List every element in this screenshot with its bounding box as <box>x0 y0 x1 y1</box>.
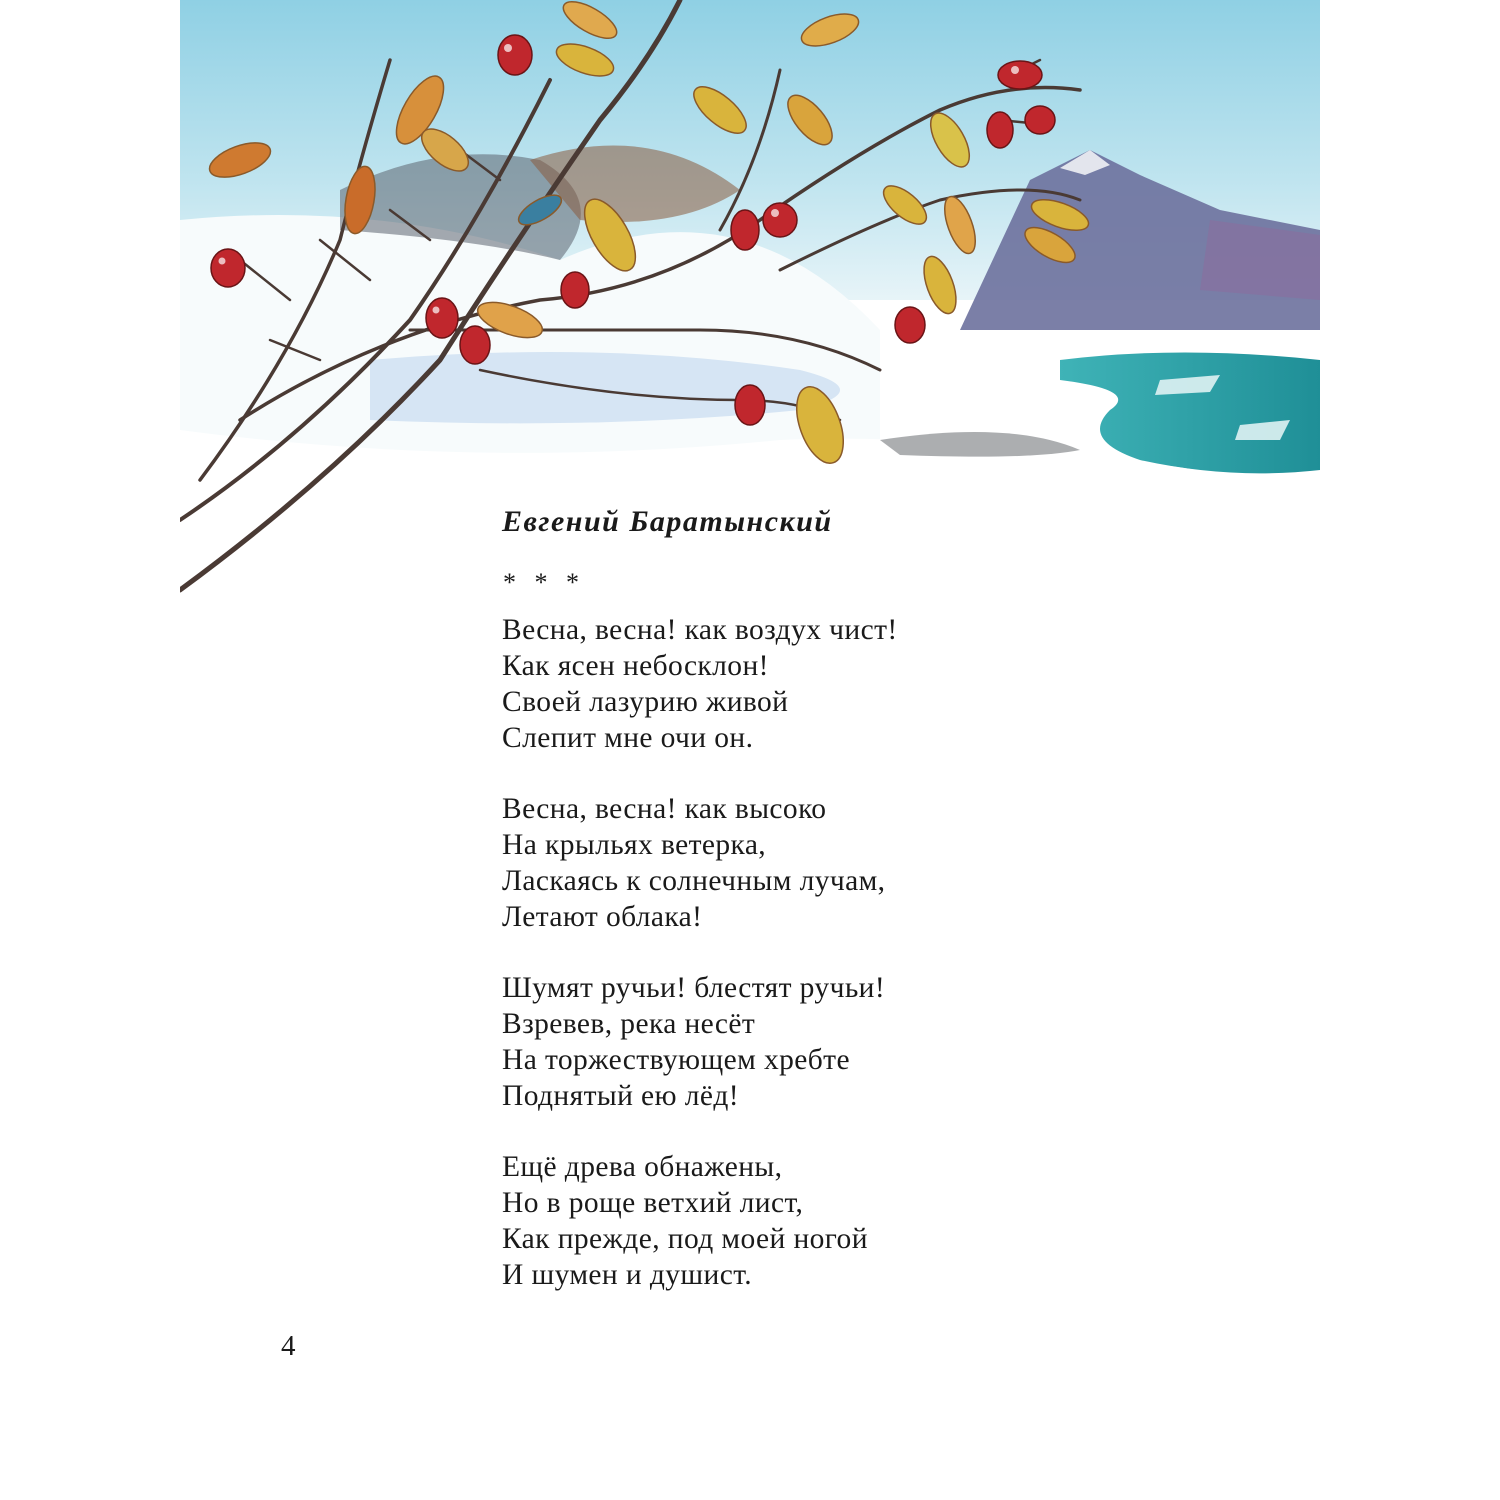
poem-line: Ласкаясь к солнечным лучам, <box>502 865 886 897</box>
poem-line: Как прежде, под моей ногой <box>502 1223 868 1255</box>
stanza <box>502 970 1102 1114</box>
asterism-divider: * * * <box>503 568 585 597</box>
poem-line: Весна, весна! как воздух чист! <box>502 614 898 646</box>
poem-line: Весна, весна! как высоко <box>502 793 827 825</box>
poem <box>502 612 1102 1328</box>
author-name: Евгений Баратынский <box>502 505 833 538</box>
poem-line: Но в роще ветхий лист, <box>502 1187 804 1219</box>
river <box>1060 353 1320 474</box>
poem-line: Шумят ручьи! блестят ручьи! <box>502 972 886 1004</box>
poem-line: Взревев, река несёт <box>502 1008 756 1040</box>
poem-line: Как ясен небосклон! <box>502 650 769 682</box>
poem-line: Своей лазурию живой <box>502 686 789 718</box>
poem-line: На торжествующем хребте <box>502 1044 850 1076</box>
stanza <box>502 612 1102 756</box>
page-number: 4 <box>281 1330 296 1362</box>
poem-line: Ещё древа обнажены, <box>502 1151 783 1183</box>
stanza <box>502 1149 1102 1293</box>
poem-line: На крыльях ветерка, <box>502 829 767 861</box>
stanza <box>502 791 1102 935</box>
poem-line: Летают облака! <box>502 901 703 933</box>
poem-line: И шумен и душист. <box>502 1259 753 1291</box>
poem-line: Слепит мне очи он. <box>502 722 754 754</box>
poem-line: Поднятый ею лёд! <box>502 1080 739 1112</box>
